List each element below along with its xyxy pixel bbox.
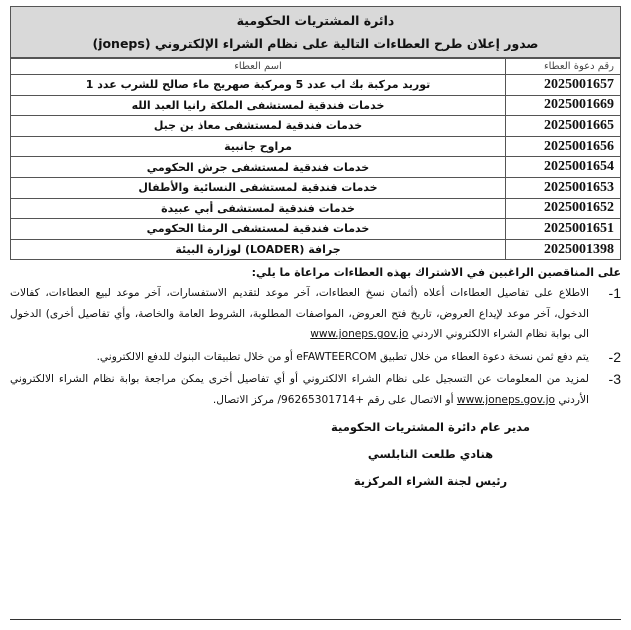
item-number: 1-	[608, 285, 621, 302]
tender-name: خدمات فندقية لمستشفى النسائية والأطفال	[11, 177, 506, 198]
tender-number: 2025001652	[506, 198, 621, 219]
tender-name: توريد مركبة بك اب عدد 5 ومركبة صهريج ماء صالح للشرب عدد 1	[11, 75, 506, 96]
requirements-list	[10, 283, 621, 410]
tender-name: جرافة (LOADER) لوزارة البيئة	[11, 239, 506, 260]
tender-name: مراوح جانبية	[11, 136, 506, 157]
item-text: لمزيد من المعلومات عن التسجيل على نظام الشراء الالكتروني أو أي تفاصيل أخرى يمكن مراجعة بوابة نظام الشراء الالكتروني الأردني	[10, 373, 589, 406]
tender-number: 2025001651	[506, 219, 621, 240]
item-content	[10, 283, 589, 345]
table-row	[11, 75, 621, 96]
tender-number: 2025001398	[506, 239, 621, 260]
item-number: 2-	[608, 348, 621, 365]
list-item	[10, 283, 621, 345]
list-item	[10, 347, 621, 368]
tender-number: 2025001657	[506, 75, 621, 96]
tender-name: خدمات فندقية لمستشفى الرمثا الحكومي	[11, 219, 506, 240]
tender-number: 2025001656	[506, 136, 621, 157]
table-row	[11, 239, 621, 260]
item-contact-text: أو الاتصال على رقم +96265301714/ مركز الاتصال.	[212, 393, 454, 406]
column-header-number: رقم دعوة العطاء	[506, 59, 621, 75]
table-row	[11, 95, 621, 116]
list-item	[10, 369, 621, 410]
column-header-name: اسم العطاء	[11, 59, 506, 75]
announcement-header	[10, 6, 621, 58]
signature-position: مدير عام دائرة المشتريات الحكومية	[331, 420, 530, 435]
joneps-link[interactable]: www.joneps.gov.jo	[310, 328, 409, 341]
tender-number: 2025001665	[506, 116, 621, 137]
requirements-intro: على المناقصين الراغبين في الاشتراك بهذه العطاءات مراعاة ما يلي:	[251, 266, 621, 280]
tenders-table	[10, 58, 621, 260]
table-row	[11, 116, 621, 137]
item-content	[10, 369, 589, 410]
signature-committee: رئيس لجنة الشراء المركزية	[353, 474, 508, 489]
tender-number: 2025001669	[506, 95, 621, 116]
table-row	[11, 198, 621, 219]
table-row	[11, 177, 621, 198]
item-text: الاطلاع على تفاصيل العطاءات أعلاه (أثمان نسخ العطاءات، آخر موعد لتقديم الاستفسارات، آخر موعد لبيع العطاءات، كفالات الدخول، آخر موعد لإيداع العروض، تاريخ فتح العروض، المواصفات المطلوبة، الشروط العامة والخاصة، وأي تفاصيل أخرى) الدخول الى بوابة نظام الشراء الالكتروني الاردني	[10, 287, 589, 341]
item-text: يتم دفع ثمن نسخة دعوة العطاء من خلال تطبيق eFAWTEERCOM أو من خلال تطبيقات البنوك للدفع الالكتروني.	[96, 350, 589, 363]
tender-name: خدمات فندقية لمستشفى الملكة رانيا العبد الله	[11, 95, 506, 116]
bottom-rule	[10, 619, 621, 620]
tender-name: خدمات فندقية لمستشفى معاذ بن جبل	[11, 116, 506, 137]
tender-number: 2025001653	[506, 177, 621, 198]
announcement-subtitle: صدور إعلان طرح العطاءات التالية على نظام الشراء الإلكتروني (joneps)	[92, 36, 539, 51]
department-title: دائرة المشتريات الحكومية	[236, 13, 395, 28]
item-content	[10, 347, 589, 368]
tender-name: خدمات فندقية لمستشفى أبي عبيدة	[11, 198, 506, 219]
table-row	[11, 219, 621, 240]
joneps-link[interactable]: www.joneps.gov.jo	[456, 393, 556, 406]
table-header-row	[11, 59, 621, 75]
tenders-table-body	[11, 75, 621, 260]
signature-name: هنادي طلعت النابلسي	[367, 447, 494, 462]
item-number: 3-	[608, 371, 621, 388]
tender-number: 2025001654	[506, 157, 621, 178]
tender-name: خدمات فندقية لمستشفى جرش الحكومي	[11, 157, 506, 178]
signature-block	[240, 414, 621, 495]
table-row	[11, 136, 621, 157]
table-row	[11, 157, 621, 178]
